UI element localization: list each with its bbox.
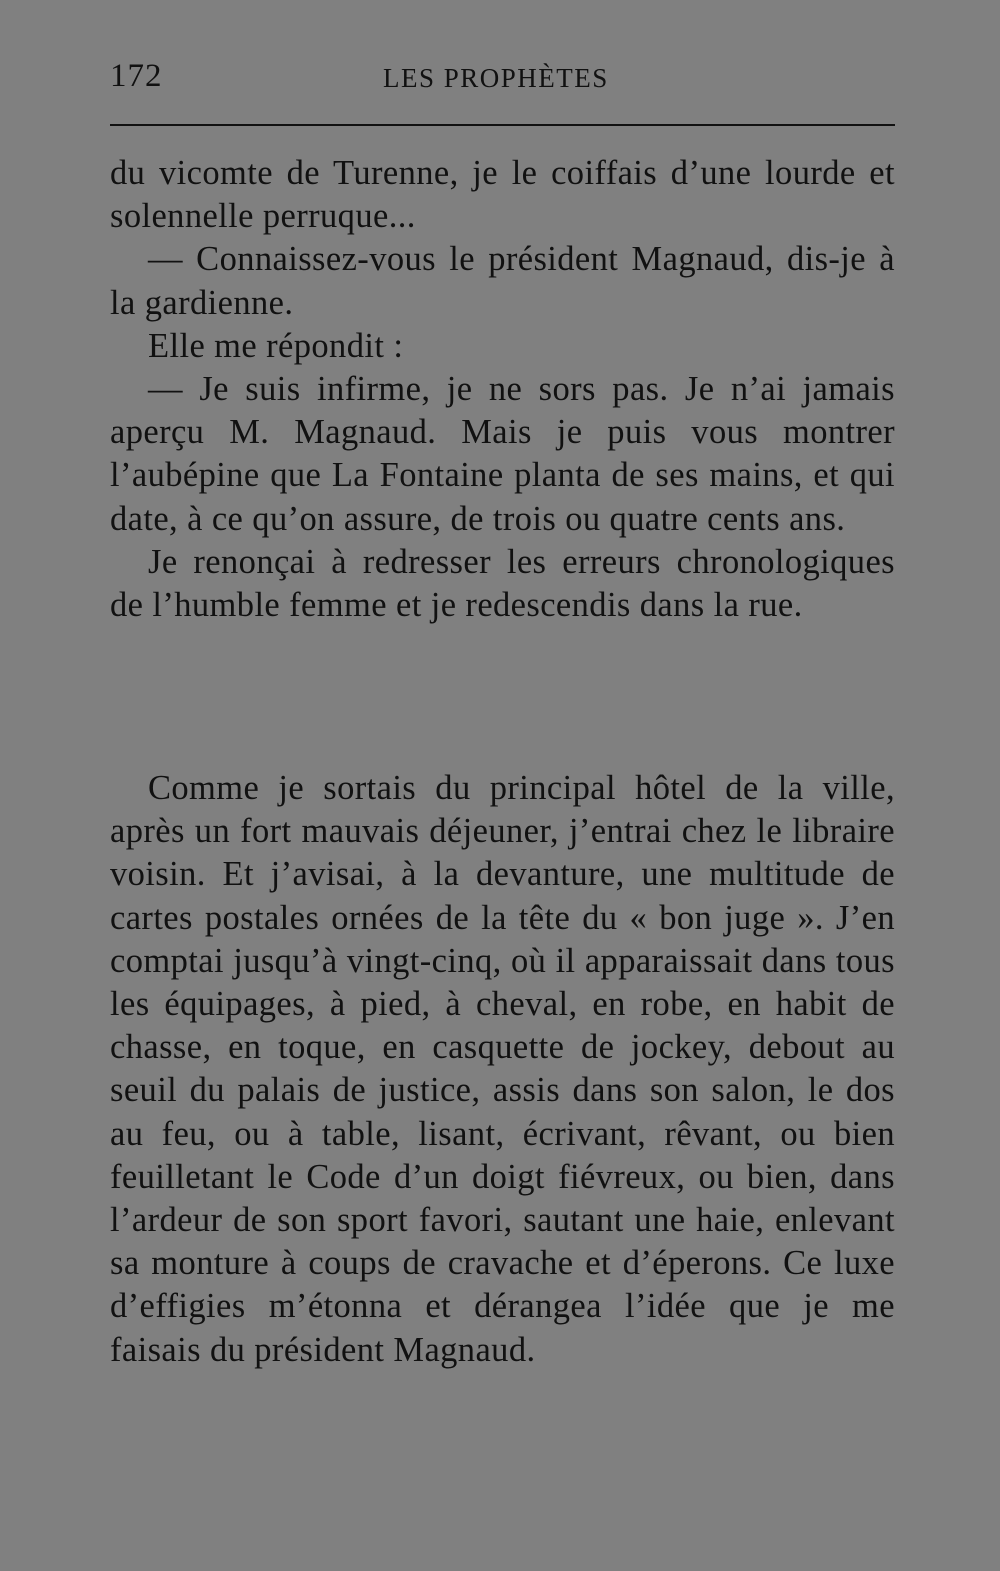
text-section-new <box>110 767 895 1372</box>
paragraph: — Je suis infirme, je ne sors pas. Je n’ai jamais aperçu M. Magnaud. Mais je puis vous montrer l’aubépine que La Fontaine planta de ses mains, et qui date, à ce qu’on assure, de trois ou quatre cents ans. <box>110 370 895 538</box>
running-title: LES PROPHÈTES <box>383 63 609 93</box>
paragraph: Elle me répondit : <box>148 326 404 365</box>
text-section-continuation <box>110 152 895 627</box>
page-number: 172 <box>110 58 163 94</box>
paragraph: Je renonçai à redresser les erreurs chronologiques de l’humble femme et je redescendis dans la rue. <box>110 542 895 625</box>
paragraph: — Connaissez-vous le président Magnaud, dis-je à la gardienne. <box>110 240 895 322</box>
paragraph: Comme je sortais du principal hôtel de la ville, après un fort mauvais déjeuner, j’entrai chez le libraire voisin. Et j’avisai, à la devanture, une multitude de cartes postales ornées de la tête du « bon juge ». J’en comptai jusqu’à vingt-cinq, où il apparaissait dans tous les équipages, à pied, à cheval, en robe, en habit de chasse, en toque, en casquette de jockey, debout au seuil du palais de justice, assis dans son salon, le dos au feu, ou à table, lisant, écrivant, rêvant, ou bien feuilletant le Code d’un doigt fiévreux, ou bien, dans l’ardeur de son sport favori, sautant une haie, enlevant sa monture à coups de cravache et d’éperons. Ce luxe d’effigies m’étonna et dérangea l’idée que je me faisais du président Magnaud. <box>110 769 895 1369</box>
header-rule <box>110 124 895 126</box>
paragraph: du vicomte de Turenne, je le coiffais d’une lourde et solennelle perruque... <box>110 154 895 236</box>
